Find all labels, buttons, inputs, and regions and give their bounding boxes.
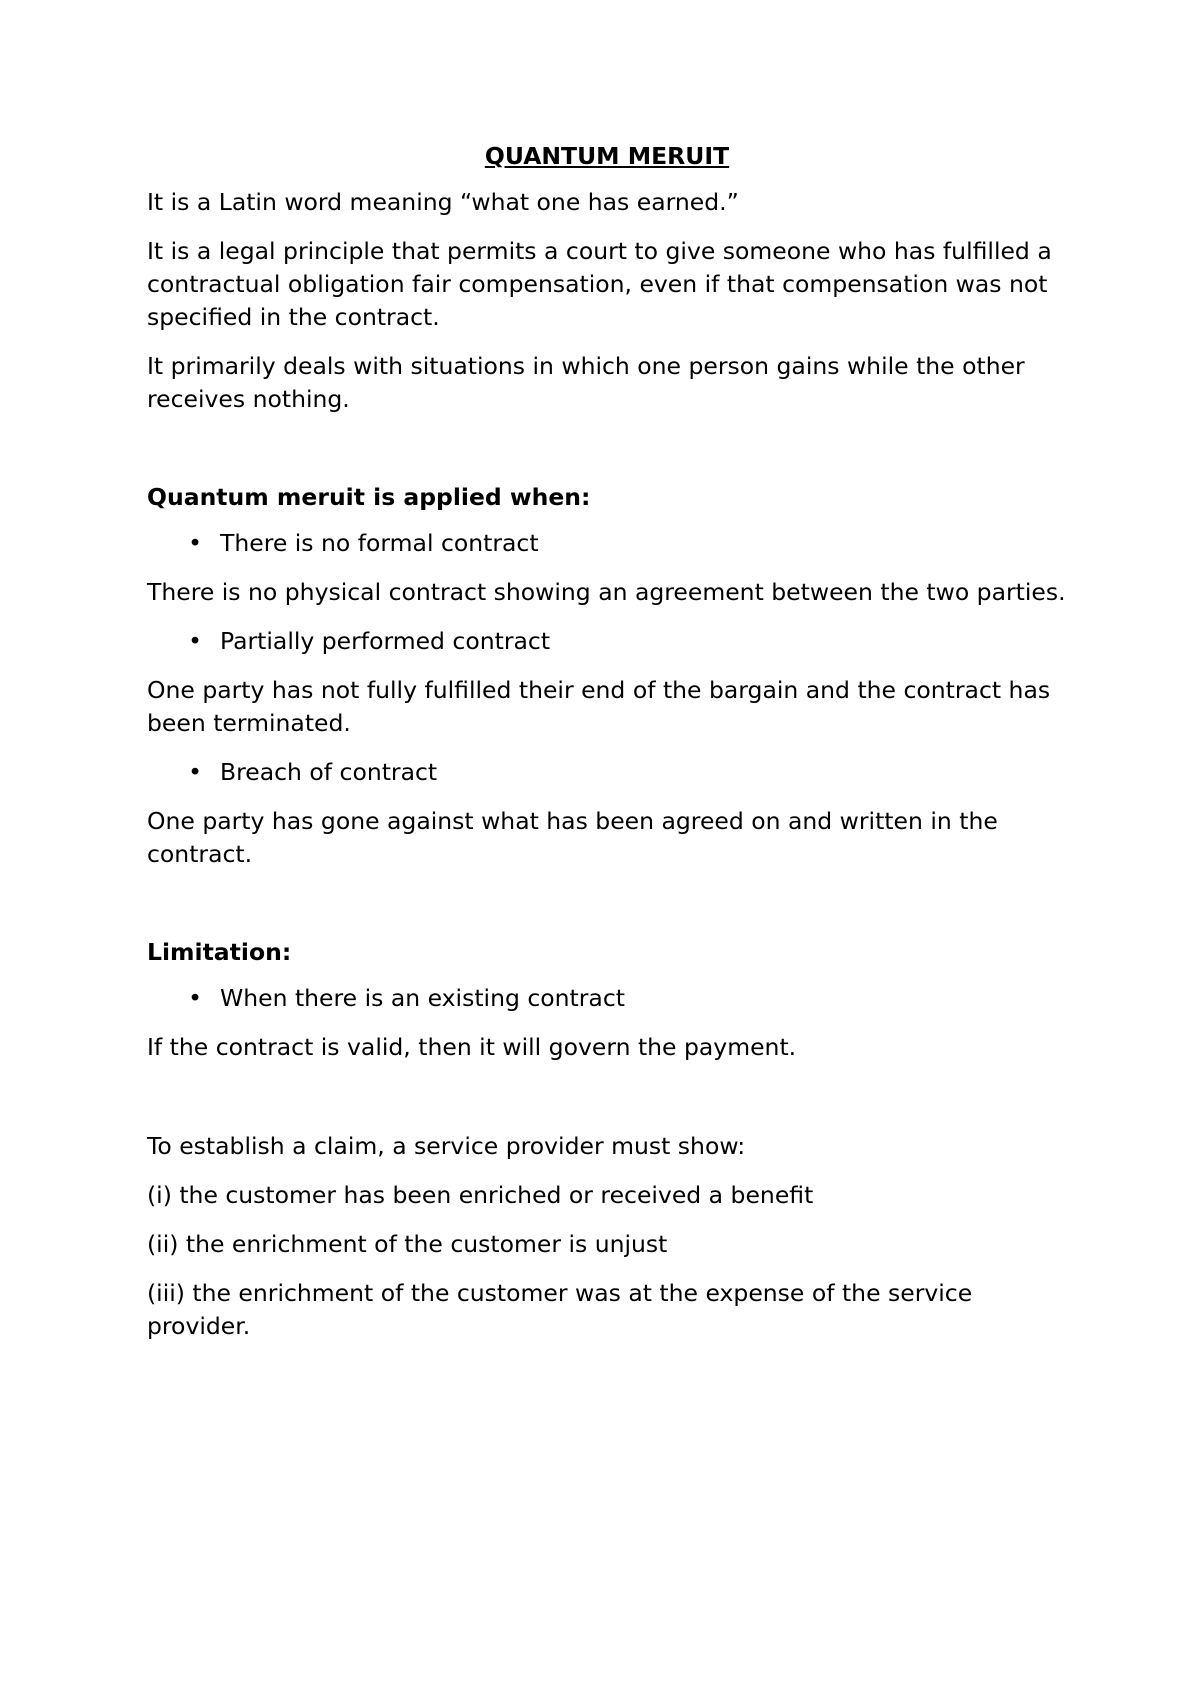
applied-heading: Quantum meruit is applied when: — [147, 483, 591, 511]
bullet-icon: • — [188, 984, 202, 1012]
applied-bullet-2 — [147, 625, 1067, 658]
limitation-text: If the contract is valid, then it will govern the payment. — [147, 1033, 797, 1061]
bullet-icon: • — [188, 627, 202, 655]
applied-bullet-3-label: Breach of contract — [220, 758, 438, 786]
applied-bullet-3 — [147, 756, 1067, 789]
applied-text-2: One party has not fully fulfilled their end of the bargain and the contract has been terminated. — [147, 676, 1051, 737]
intro-paragraph-1: It is a Latin word meaning “what one has earned.” — [147, 188, 739, 216]
bullet-icon: • — [188, 529, 202, 557]
bullet-icon: • — [188, 758, 202, 786]
intro-paragraph-3: It primarily deals with situations in which one person gains while the other receives nothing. — [147, 352, 1025, 413]
spacer — [147, 887, 1067, 936]
spacer — [147, 1080, 1067, 1130]
limitation-bullet-label: When there is an existing contract — [220, 984, 625, 1012]
applied-bullet-1 — [147, 527, 1067, 560]
applied-text-1: There is no physical contract showing an agreement between the two parties. — [147, 578, 1066, 606]
claim-item-1: (i) the customer has been enriched or received a benefit — [147, 1181, 814, 1209]
applied-text-3: One party has gone against what has been agreed on and written in the contract. — [147, 807, 998, 868]
document-title: QUANTUM MERUIT — [484, 142, 730, 170]
claim-item-3: (iii) the enrichment of the customer was at the expense of the service provider. — [147, 1279, 973, 1340]
intro-paragraph-2: It is a legal principle that permits a court to give someone who has fulfilled a contractual obligation fair compensation, even if that compensation was not specified in the contract. — [147, 237, 1052, 331]
spacer — [147, 432, 1067, 481]
document-page — [147, 140, 1067, 1359]
applied-bullet-1-label: There is no formal contract — [220, 529, 539, 557]
limitation-bullet — [147, 982, 1067, 1015]
limitation-heading: Limitation: — [147, 938, 292, 966]
applied-bullet-2-label: Partially performed contract — [220, 627, 551, 655]
claim-intro: To establish a claim, a service provider must show: — [147, 1132, 746, 1160]
claim-item-2: (ii) the enrichment of the customer is unjust — [147, 1230, 668, 1258]
